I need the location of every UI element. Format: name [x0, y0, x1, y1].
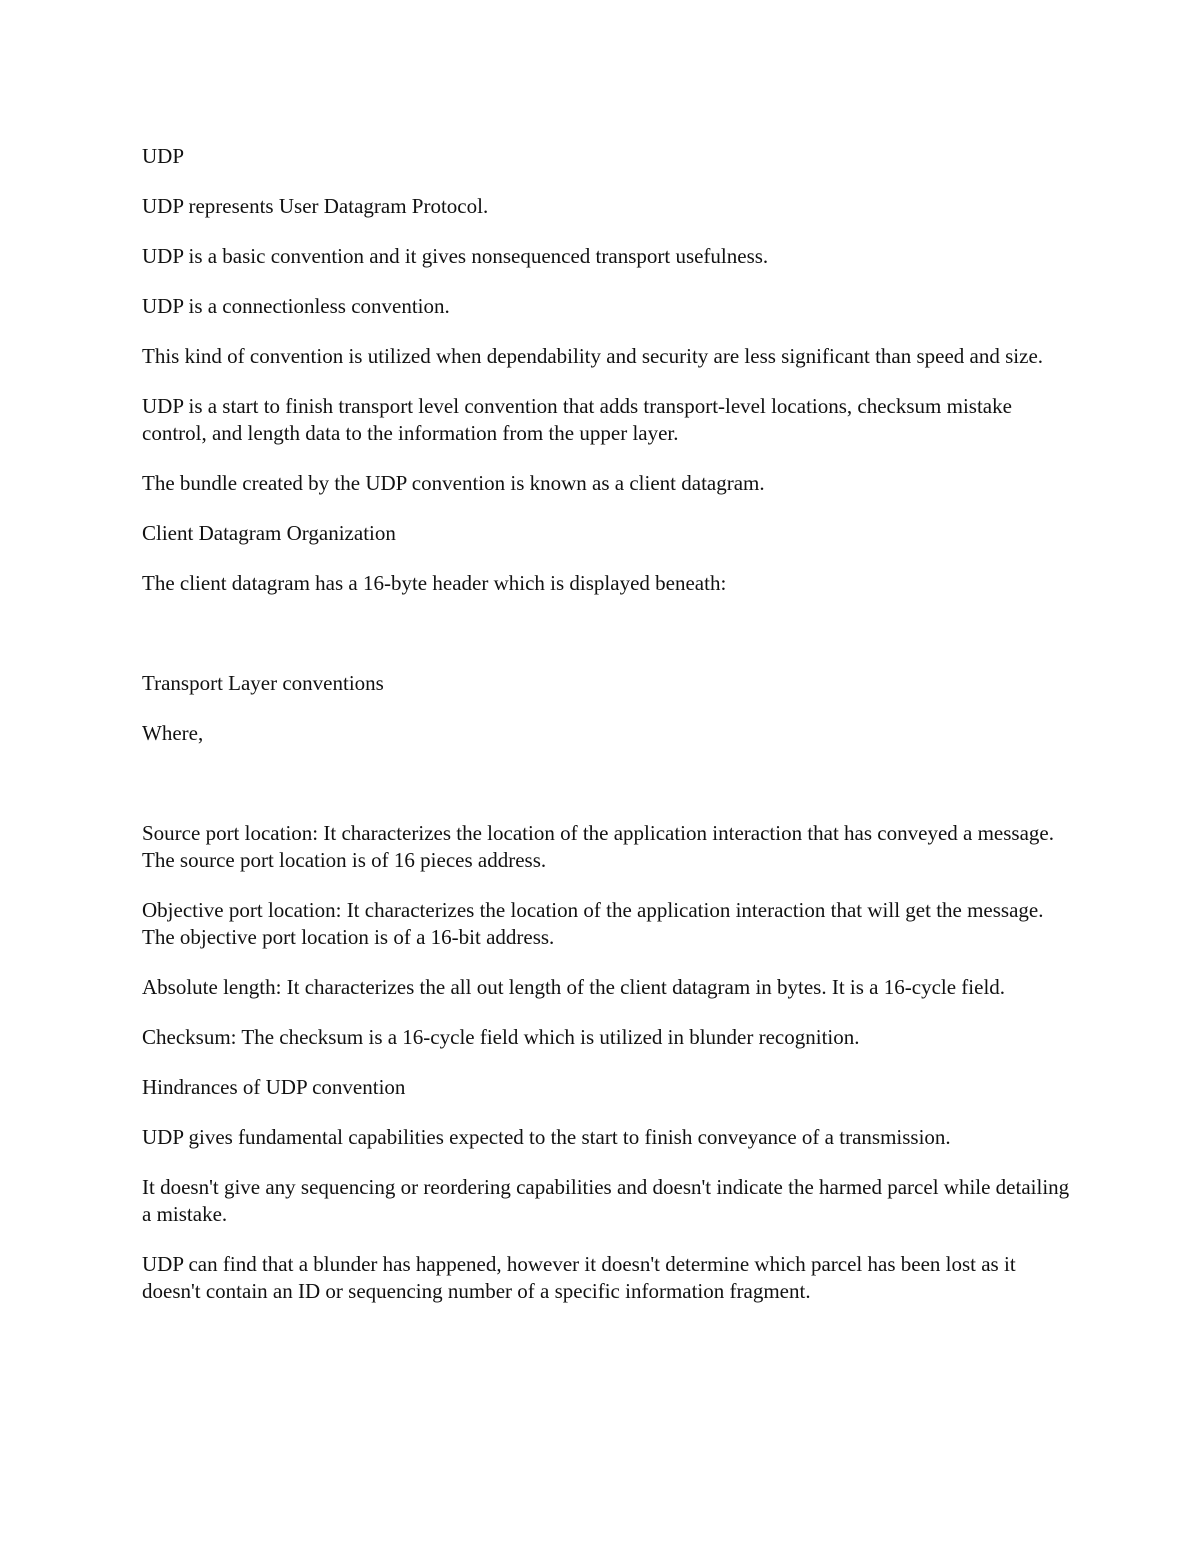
hindrances-paragraph-2: It doesn't give any sequencing or reordering capabilities and doesn't indicate the harmed parcel while detailing a mistake.	[142, 1175, 1070, 1226]
transport-label: Transport Layer conventions	[142, 671, 384, 695]
hindrances-paragraph-3: UDP can find that a blunder has happened, however it doesn't determine which parcel has been lost as it doesn't contain an ID or sequencing number of a specific information fragment.	[142, 1252, 1016, 1303]
intro-paragraph-1: UDP represents User Datagram Protocol.	[142, 194, 489, 218]
spacer	[142, 770, 1072, 820]
where-label: Where,	[142, 721, 204, 745]
intro-paragraph-5: UDP is a start to finish transport level convention that adds transport-level locations, checksum mistake control, and length data to the information from the upper layer.	[142, 394, 1012, 445]
format-text: The client datagram has a 16-byte header which is displayed beneath:	[142, 571, 727, 595]
hindrances-heading: Hindrances of UDP convention	[142, 1075, 406, 1099]
format-heading: Client Datagram Organization	[142, 521, 396, 545]
header-figure-placeholder	[142, 620, 1072, 670]
intro-paragraph-6: The bundle created by the UDP convention is known as a client datagram.	[142, 471, 765, 495]
intro-paragraph-3: UDP is a connectionless convention.	[142, 294, 450, 318]
document-title: UDP	[142, 144, 185, 168]
field-source-port: Source port location: It characterizes the location of the application interaction that has conveyed a message. The source port location is of 16 pieces address.	[142, 821, 1054, 872]
intro-paragraph-4: This kind of convention is utilized when dependability and security are less significant than speed and size.	[142, 344, 1044, 368]
document-body	[142, 143, 1072, 1328]
hindrances-paragraph-1: UDP gives fundamental capabilities expected to the start to finish conveyance of a transmission.	[142, 1125, 951, 1149]
intro-paragraph-2: UDP is a basic convention and it gives nonsequenced transport usefulness.	[142, 244, 769, 268]
field-checksum: Checksum: The checksum is a 16-cycle field which is utilized in blunder recognition.	[142, 1025, 860, 1049]
field-absolute-length: Absolute length: It characterizes the all out length of the client datagram in bytes. It is a 16-cycle field.	[142, 975, 1006, 999]
field-objective-port: Objective port location: It characterizes the location of the application interaction that will get the message. The objective port location is of a 16-bit address.	[142, 898, 1044, 949]
